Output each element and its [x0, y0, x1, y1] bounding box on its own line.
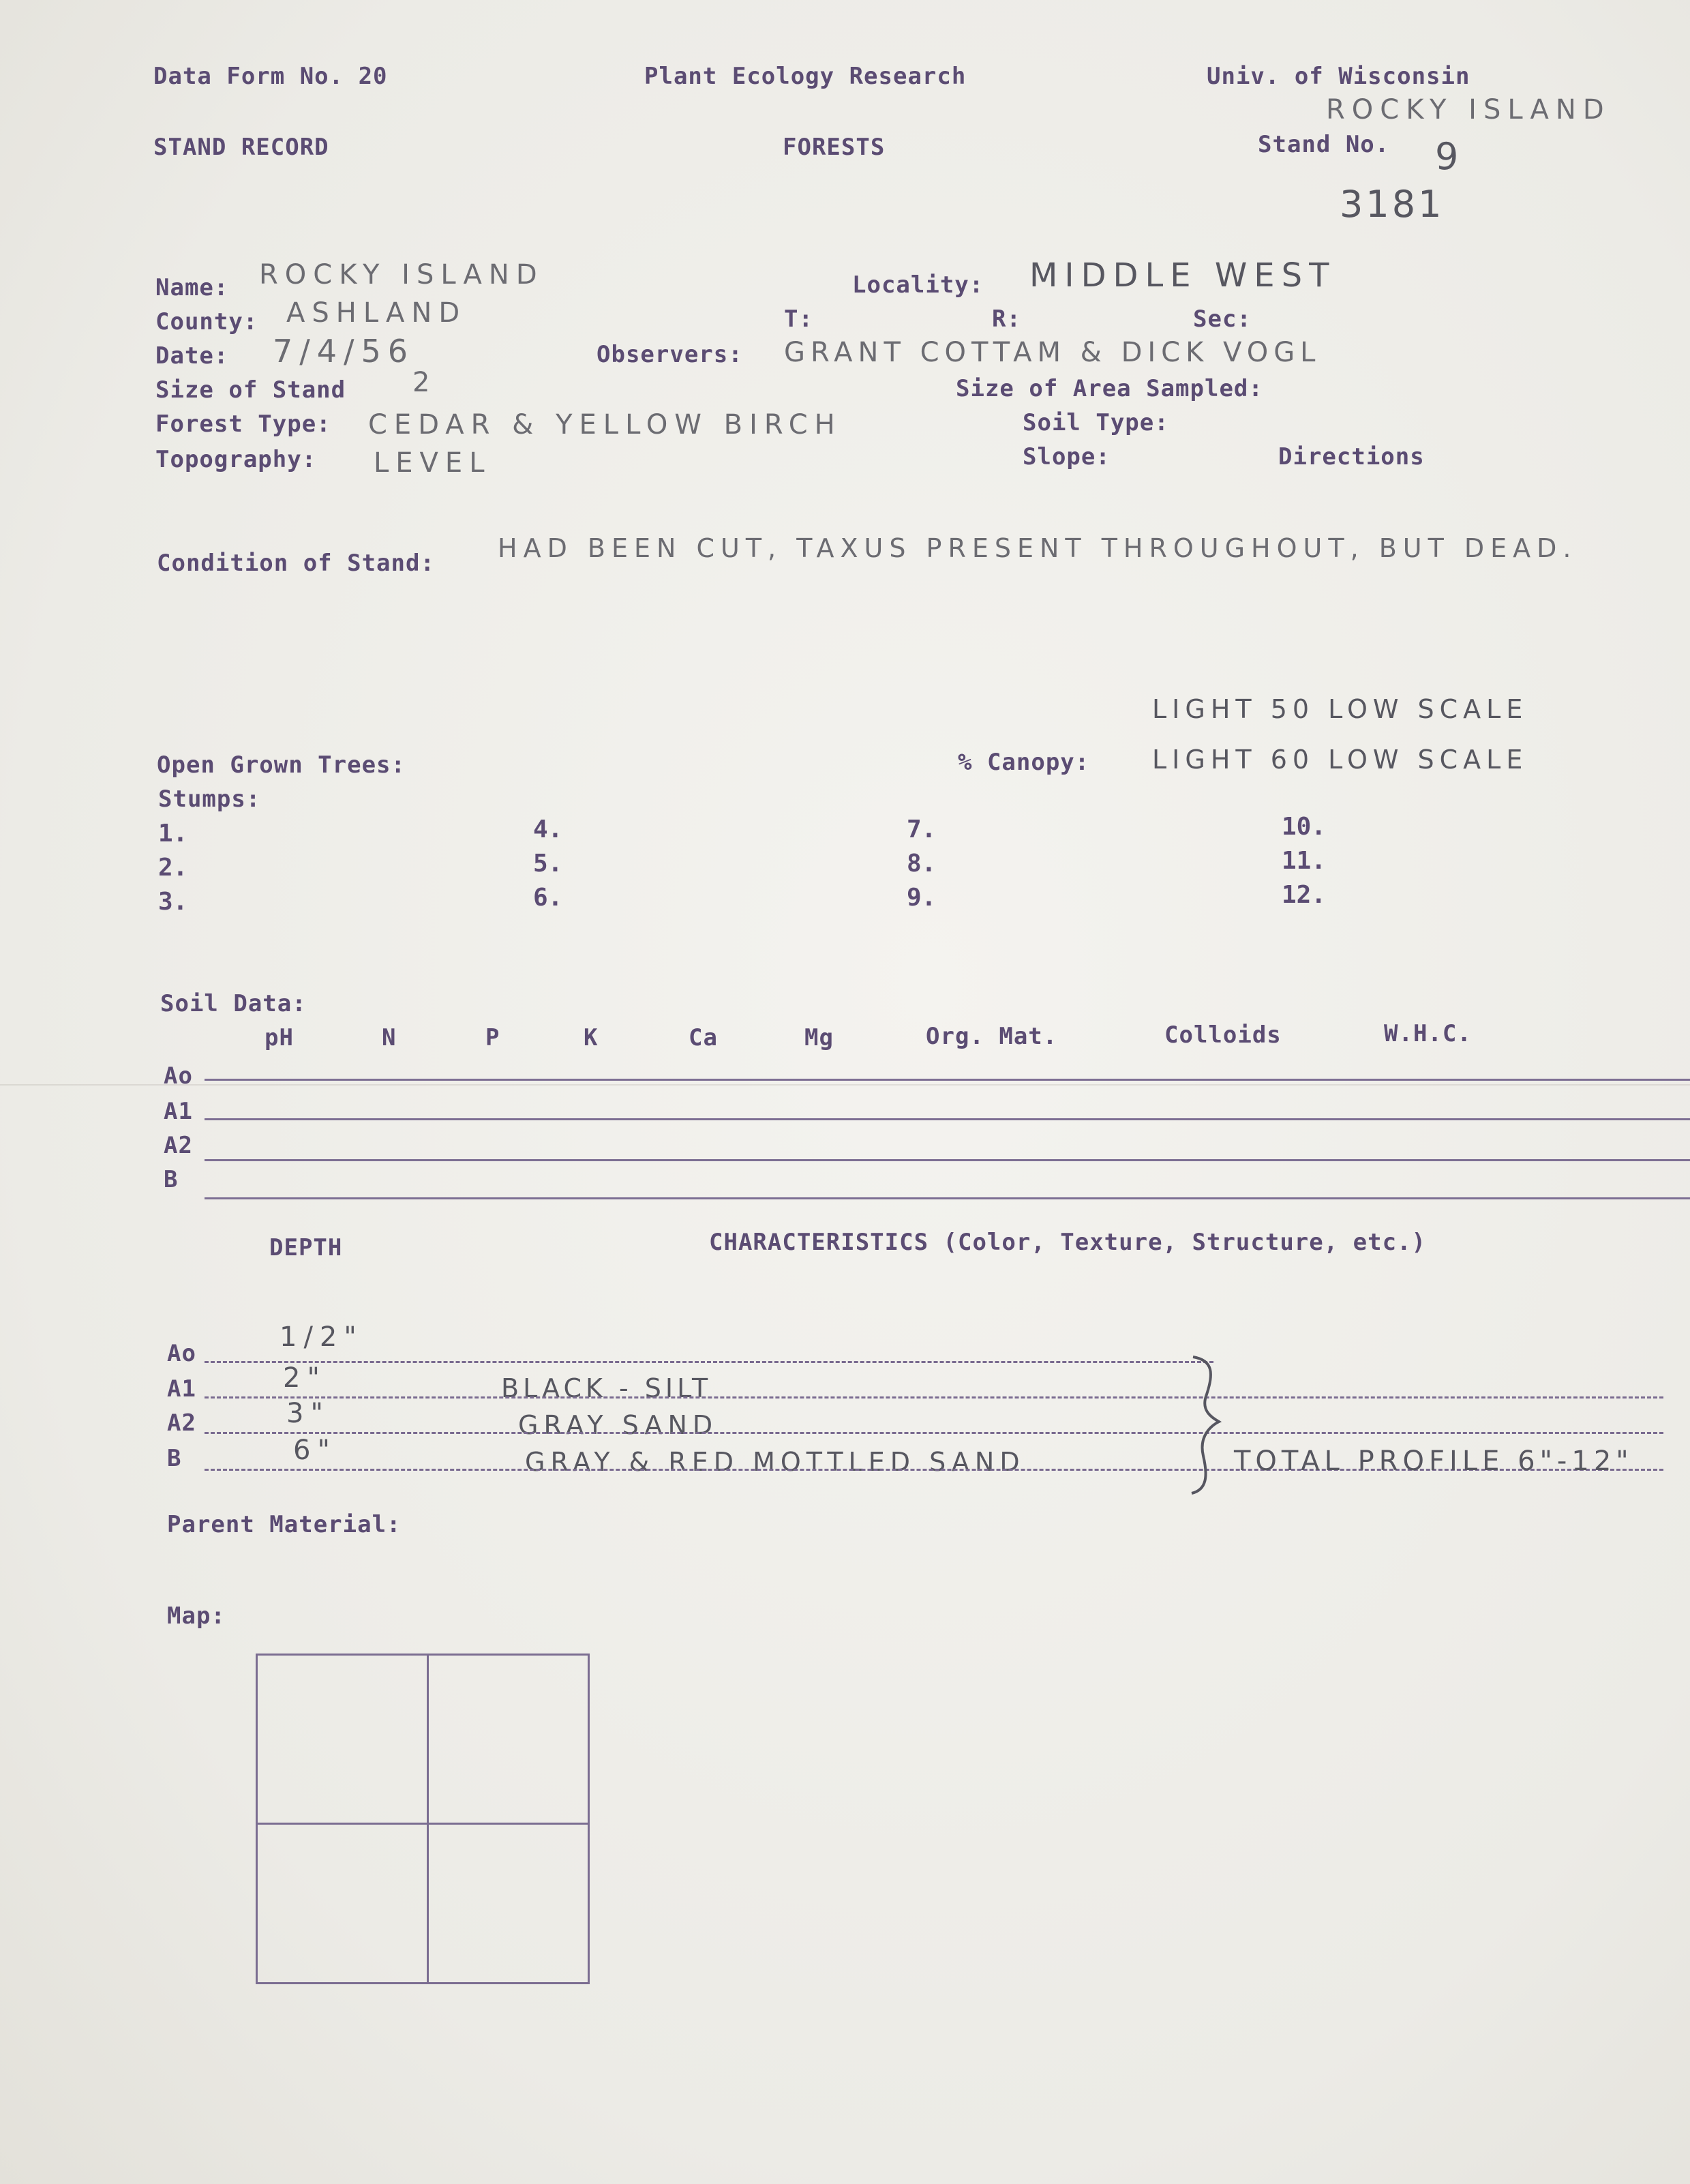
soil-col-colloids: Colloids — [1164, 1021, 1282, 1049]
profile-brace — [1186, 1353, 1227, 1497]
condition-value: HAD BEEN CUT, TAXUS PRESENT THROUGHOUT, BUT DEAD. — [498, 533, 1578, 563]
profile-desc-a1: BLACK - SILT — [501, 1373, 712, 1403]
township-label: T: — [784, 305, 813, 333]
stump-7: 7. — [907, 816, 937, 843]
page-fold-crease — [0, 1084, 1690, 1086]
county-label: County: — [155, 308, 258, 335]
condition-label: Condition of Stand: — [157, 550, 435, 577]
stump-8: 8. — [907, 850, 937, 878]
record-category: FORESTS — [783, 134, 886, 161]
profile-a2-rule — [205, 1432, 1663, 1434]
stump-1: 1. — [158, 820, 188, 848]
soil-data-label: Soil Data: — [160, 990, 307, 1017]
stump-3: 3. — [158, 888, 188, 916]
canopy-label: % Canopy: — [958, 749, 1090, 776]
profile-ao-rule — [205, 1361, 1213, 1363]
map-grid — [256, 1654, 590, 1984]
county-value: ASHLAND — [286, 297, 467, 329]
soil-row-b: B — [164, 1166, 179, 1193]
parent-material-label: Parent Material: — [167, 1511, 402, 1538]
stump-2: 2. — [158, 854, 188, 882]
topography-label: Topography: — [155, 446, 317, 473]
profile-depth-a1: 2" — [283, 1362, 327, 1394]
stump-6: 6. — [533, 884, 563, 912]
soil-col-ph: pH — [265, 1024, 294, 1051]
map-label: Map: — [167, 1602, 226, 1630]
directions-label: Directions — [1278, 443, 1425, 470]
locality-label: Locality: — [852, 271, 984, 299]
soil-col-p: P — [485, 1024, 500, 1051]
stand-size-label: Size of Stand — [155, 376, 346, 404]
soil-col-whc: W.H.C. — [1384, 1020, 1472, 1047]
soil-row-b-rule — [205, 1197, 1690, 1199]
stand-number-label: Stand No. — [1258, 131, 1390, 158]
open-grown-trees-label: Open Grown Trees: — [157, 751, 406, 779]
soil-row-a1-rule — [205, 1118, 1690, 1120]
slope-label: Slope: — [1023, 443, 1111, 470]
section-label: Sec: — [1193, 305, 1252, 333]
stump-9: 9. — [907, 884, 937, 912]
name-label: Name: — [155, 274, 229, 301]
soil-col-k: K — [584, 1024, 599, 1051]
forest-type-label: Forest Type: — [155, 410, 331, 438]
topography-value: LEVEL — [374, 447, 492, 479]
canopy-reading-2: LIGHT 60 LOW SCALE — [1152, 745, 1528, 775]
stump-12: 12. — [1282, 881, 1327, 909]
stand-size-value: 2 — [412, 367, 437, 398]
program-title: Plant Ecology Research — [644, 63, 967, 90]
stump-4: 4. — [533, 816, 563, 843]
range-label: R: — [992, 305, 1021, 333]
soil-col-ca: Ca — [689, 1024, 718, 1051]
area-sampled-label: Size of Area Sampled: — [956, 375, 1263, 402]
university-name: Univ. of Wisconsin — [1207, 63, 1470, 90]
handwritten-location: ROCKY ISLAND — [1326, 94, 1611, 125]
soil-col-n: N — [382, 1024, 397, 1051]
characteristics-label: CHARACTERISTICS (Color, Texture, Structure, etc.) — [709, 1229, 1427, 1256]
date-label: Date: — [155, 342, 229, 370]
soil-row-a1: A1 — [164, 1098, 193, 1125]
soil-col-org-mat: Org. Mat. — [926, 1023, 1058, 1050]
profile-horizon-ao: Ao — [167, 1340, 196, 1367]
profile-depth-b: 6" — [293, 1435, 337, 1466]
observers-value: GRANT COTTAM & DICK VOGL — [784, 337, 1321, 368]
catalog-number: 3181 — [1340, 183, 1445, 226]
name-value: ROCKY ISLAND — [259, 259, 544, 290]
stump-11: 11. — [1282, 847, 1327, 875]
total-profile-note: TOTAL PROFILE 6"-12" — [1234, 1446, 1633, 1477]
map-grid-horizontal-line — [258, 1823, 588, 1825]
stump-10: 10. — [1282, 813, 1327, 841]
form-number: Data Form No. 20 — [153, 63, 388, 90]
depth-label: DEPTH — [269, 1234, 343, 1261]
soil-col-mg: Mg — [804, 1024, 834, 1051]
observers-label: Observers: — [597, 341, 743, 368]
date-value: 7/4/56 — [273, 333, 415, 370]
soil-row-ao-rule — [205, 1079, 1690, 1081]
canopy-reading-1: LIGHT 50 LOW SCALE — [1152, 694, 1528, 724]
record-type: STAND RECORD — [153, 134, 329, 161]
soil-row-a2: A2 — [164, 1132, 193, 1159]
forest-type-value: CEDAR & YELLOW BIRCH — [368, 409, 842, 440]
profile-depth-ao: 1/2" — [280, 1321, 363, 1353]
profile-horizon-a2: A2 — [167, 1409, 196, 1437]
stumps-label: Stumps: — [158, 786, 261, 813]
locality-value: MIDDLE WEST — [1029, 256, 1336, 295]
profile-horizon-b: B — [167, 1445, 182, 1472]
profile-depth-a2: 3" — [286, 1398, 330, 1429]
profile-desc-a2: GRAY SAND — [518, 1410, 719, 1440]
soil-row-a2-rule — [205, 1159, 1690, 1161]
stand-number-value: 9 — [1435, 135, 1466, 178]
profile-desc-b: GRAY & RED MOTTLED SAND — [525, 1447, 1025, 1477]
profile-a1-rule — [205, 1396, 1663, 1398]
profile-horizon-a1: A1 — [167, 1375, 196, 1403]
soil-type-label: Soil Type: — [1023, 409, 1169, 436]
stump-5: 5. — [533, 850, 563, 878]
map-grid-vertical-line — [427, 1656, 429, 1982]
soil-row-ao: Ao — [164, 1062, 193, 1090]
